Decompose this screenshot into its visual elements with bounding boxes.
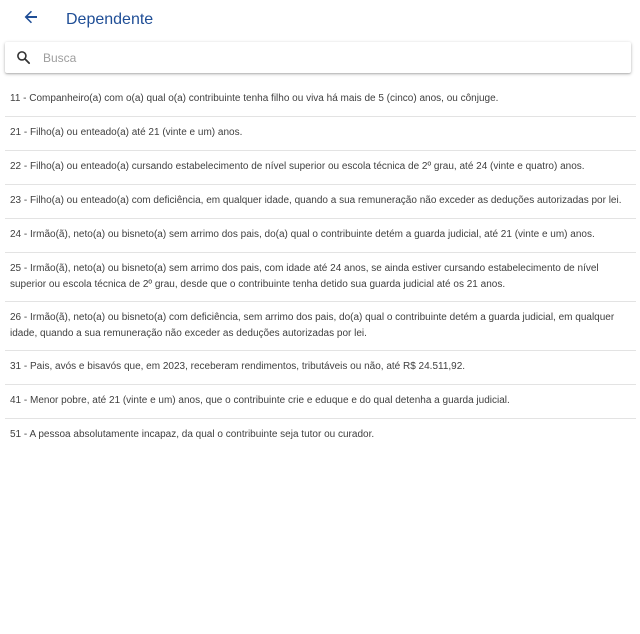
list-item[interactable]: 51 - A pessoa absolutamente incapaz, da qual o contribuinte seja tutor ou curador. xyxy=(10,429,375,440)
header xyxy=(0,0,640,40)
search-input[interactable] xyxy=(43,42,623,73)
search-bar xyxy=(5,42,631,73)
arrow-left-icon xyxy=(23,9,39,25)
list-item[interactable]: 23 - Filho(a) ou enteado(a) com deficiência, em qualquer idade, quando a sua remuneração não exceder as deduções autorizadas por lei. xyxy=(5,185,636,219)
back-button[interactable] xyxy=(18,6,44,28)
list-item[interactable]: 22 - Filho(a) ou enteado(a) cursando estabelecimento de nível superior ou escola técnica de 2º grau, até 24 (vinte e quatro) anos. xyxy=(5,151,636,185)
list-item[interactable]: 41 - Menor pobre, até 21 (vinte e um) anos, que o contribuinte crie e eduque e do qual detenha a guarda judicial. xyxy=(5,385,636,419)
list-item[interactable]: 24 - Irmão(ã), neto(a) ou bisneto(a) sem arrimo dos pais, do(a) qual o contribuinte detém a guarda judicial, até 21 (vinte e um) anos. xyxy=(5,219,636,253)
list-item[interactable]: 11 - Companheiro(a) com o(a) qual o(a) contribuinte tenha filho ou viva há mais de 5 (cinco) anos, ou cônjuge. xyxy=(5,83,636,117)
list-item[interactable]: 26 - Irmão(ã), neto(a) ou bisneto(a) com deficiência, sem arrimo dos pais, do(a) qual o contribuinte detém a guarda judicial, em qualquer idade, quando a sua remuneração não exceder as deduções autorizadas por lei. xyxy=(5,302,636,351)
list-item[interactable]: 31 - Pais, avós e bisavós que, em 2023, receberam rendimentos, tributáveis ou não, até R$ 24.511,92. xyxy=(5,351,636,385)
dependent-type-list xyxy=(5,83,636,453)
list-item[interactable]: 25 - Irmão(ã), neto(a) ou bisneto(a) sem arrimo dos pais, com idade até 24 anos, se ainda estiver cursando estabelecimento de nível superior ou escola técnica de 2º grau, desde que o contribuinte tenha detido sua guarda judicial até os 21 anos. xyxy=(5,253,636,302)
search-icon[interactable] xyxy=(16,50,31,65)
list-item[interactable]: 21 - Filho(a) ou enteado(a) até 21 (vinte e um) anos. xyxy=(5,117,636,151)
page-title: Dependente xyxy=(66,11,154,28)
